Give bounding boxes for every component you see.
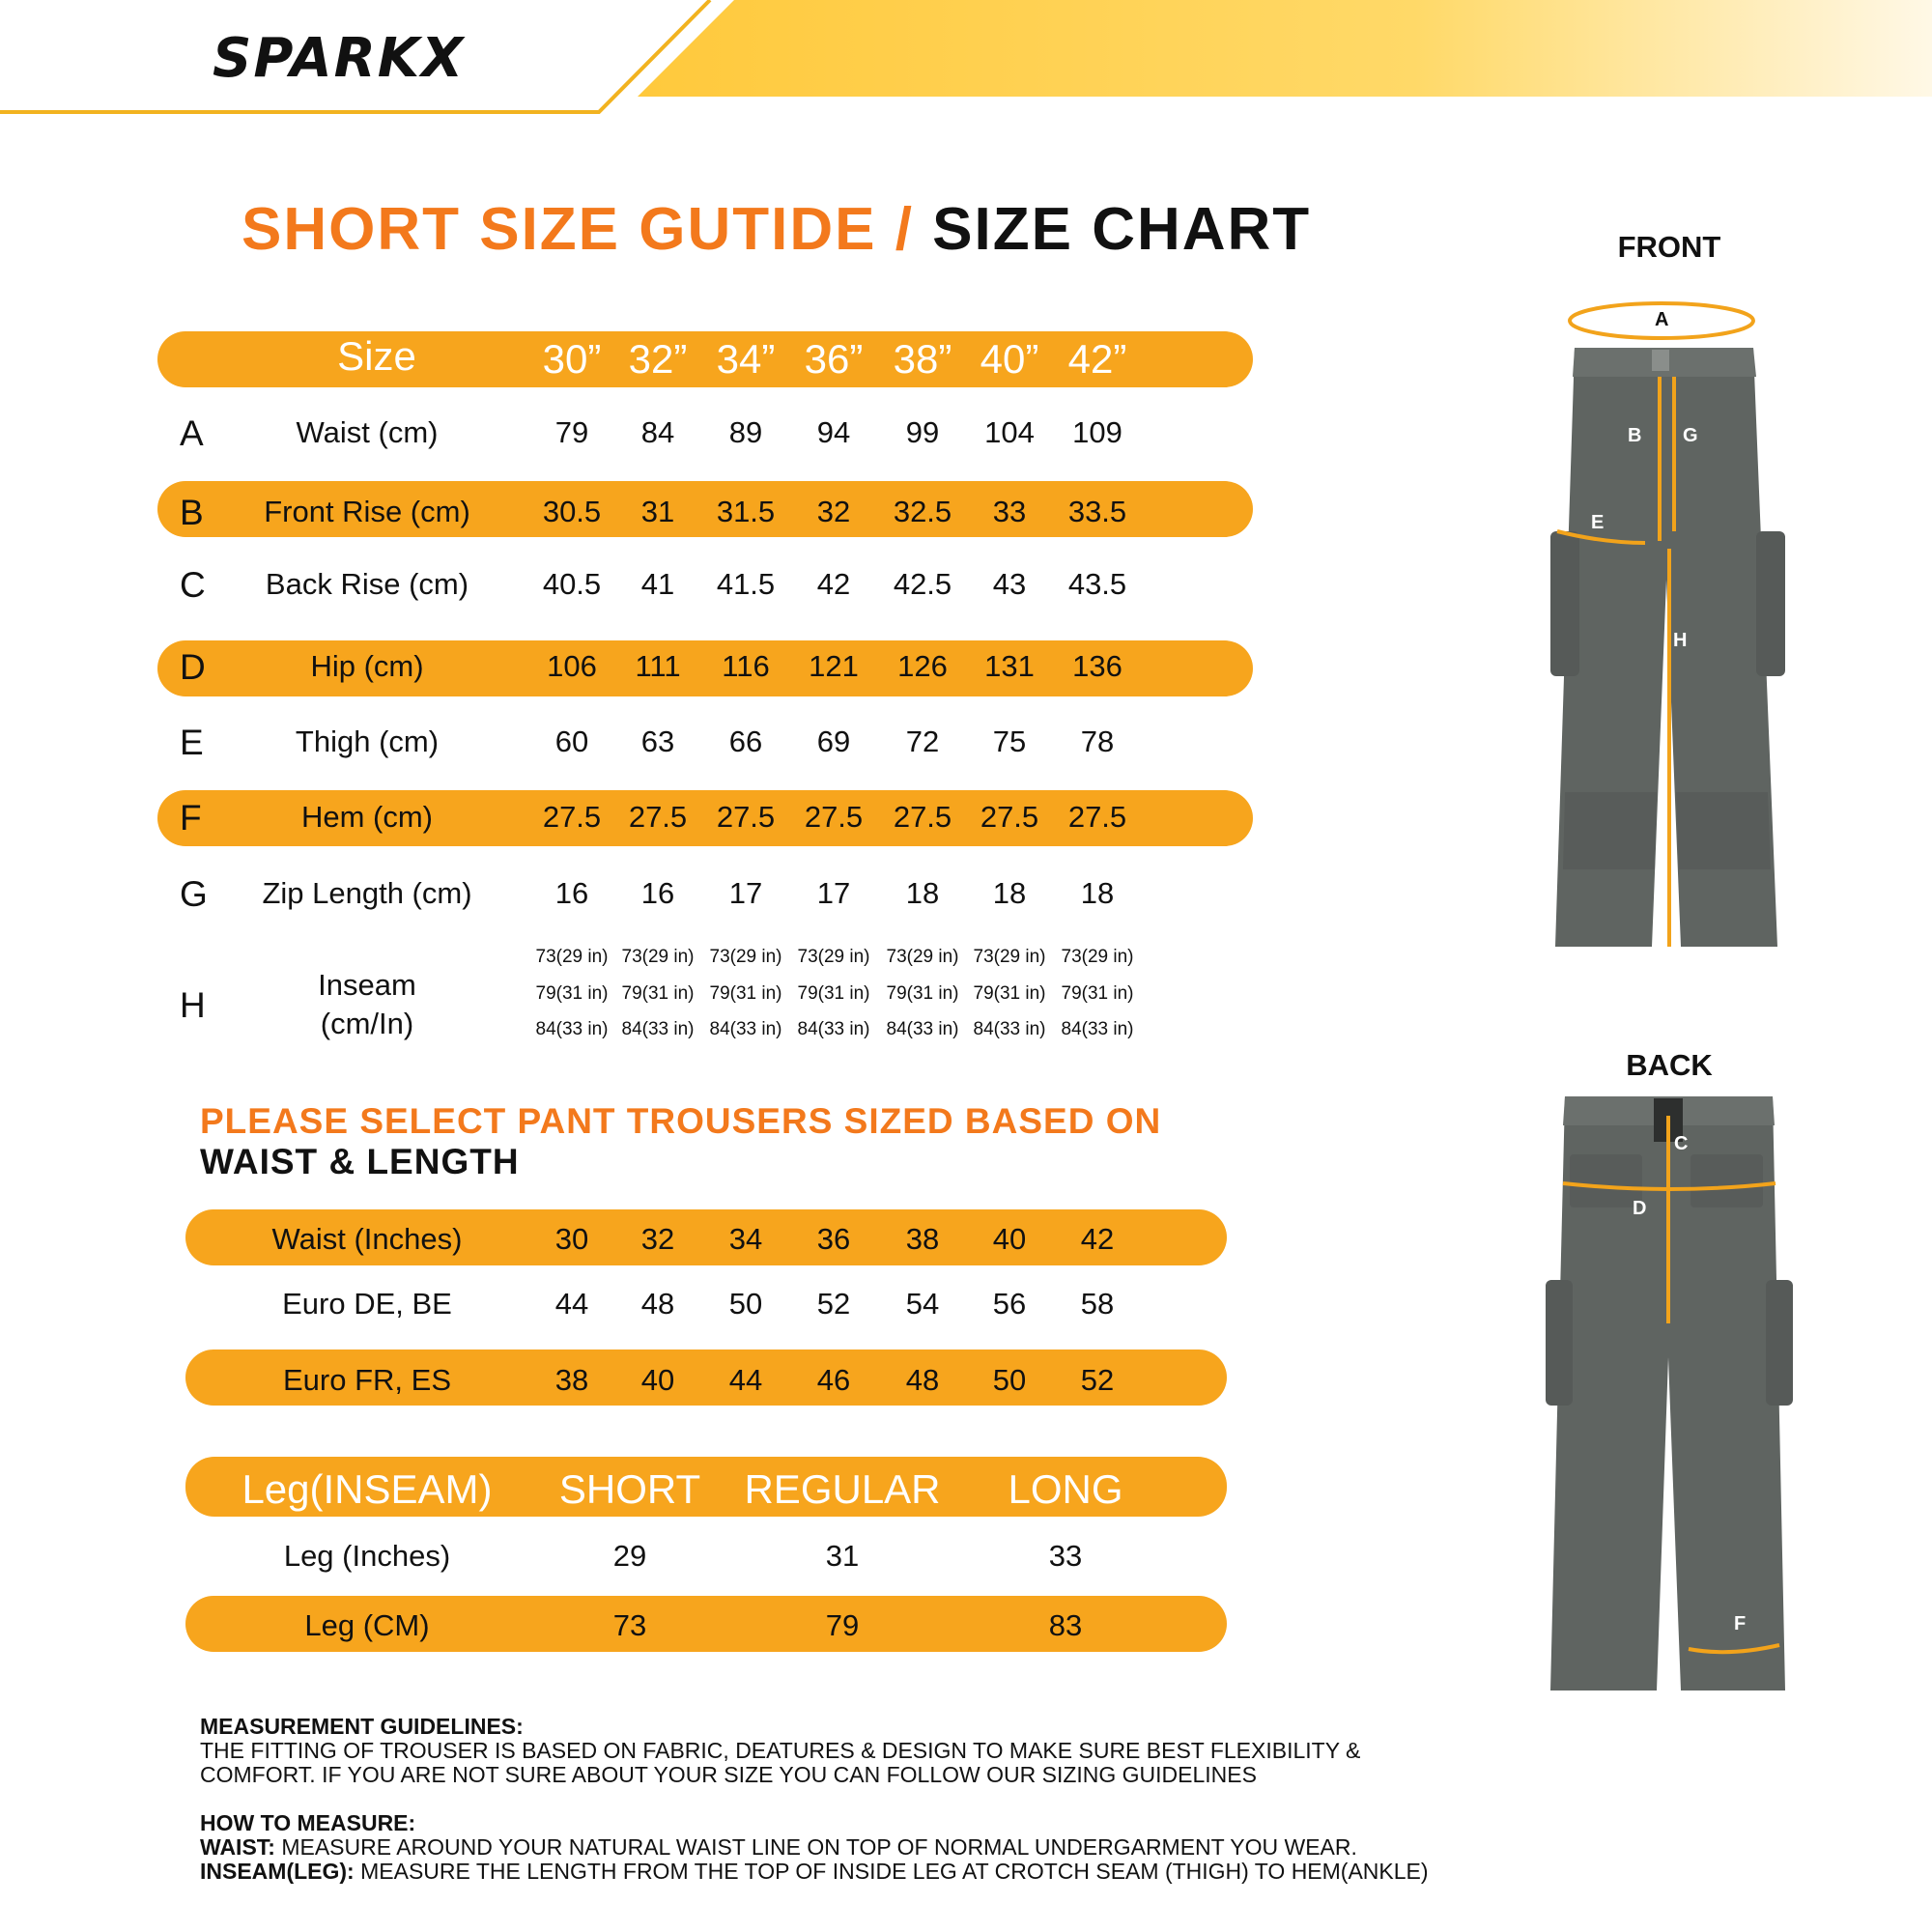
title-black: SIZE CHART — [932, 196, 1312, 263]
row-letter: G — [180, 874, 208, 914]
table-cell: 109 — [1072, 415, 1122, 449]
inseam-cell: 79(31 in) — [886, 983, 959, 1004]
table-cell: 27.5 — [628, 800, 688, 834]
title-slash: / — [876, 196, 933, 263]
table-cell: 42 — [1080, 1222, 1115, 1256]
table-cell: 44 — [728, 1363, 763, 1397]
table-cell: 60 — [554, 724, 589, 758]
table-cell: 116 — [722, 649, 770, 683]
inseam-cell: 84(33 in) — [797, 1019, 870, 1039]
table-cell: 27.5 — [716, 800, 776, 834]
table-cell: 54 — [905, 1287, 940, 1321]
table-cell: 94 — [816, 415, 851, 449]
front-pants-illustration — [1536, 290, 1806, 966]
inseam-cell: 79(31 in) — [797, 983, 870, 1004]
table-cell: 52 — [816, 1287, 851, 1321]
row-letter: D — [180, 647, 206, 687]
row-letter: E — [180, 723, 204, 762]
row-letter: A — [180, 413, 204, 453]
size-header-cell: 40” — [980, 336, 1039, 382]
size-header-cell: 32” — [628, 336, 688, 382]
table-cell: 104 — [984, 415, 1035, 449]
inseam-label-line1: Inseam — [318, 968, 416, 1002]
table-cell: 78 — [1080, 724, 1115, 758]
table-cell: 63 — [640, 724, 675, 758]
table-cell: 32 — [640, 1222, 675, 1256]
table-cell: 66 — [728, 724, 763, 758]
table-cell: 27.5 — [1067, 800, 1127, 834]
table-cell: 31 — [825, 1539, 860, 1573]
inseam-cell: 79(31 in) — [1061, 983, 1134, 1004]
inseam-cell: 84(33 in) — [621, 1019, 695, 1039]
table-cell: 17 — [816, 876, 851, 910]
table-cell: 73 — [612, 1608, 647, 1642]
table-cell: 31 — [640, 495, 675, 528]
size-header-label: Size — [337, 333, 416, 379]
table-cell: 56 — [992, 1287, 1027, 1321]
table-cell: 75 — [992, 724, 1027, 758]
back-label-f: F — [1734, 1613, 1747, 1634]
table-cell: 40 — [640, 1363, 675, 1397]
table-cell: 31.5 — [716, 495, 776, 528]
table-cell: 83 — [1048, 1608, 1083, 1642]
front-diagram-title: FRONT — [1617, 230, 1721, 264]
table-cell: 126 — [897, 649, 948, 683]
table-cell: 32.5 — [893, 495, 952, 528]
back-diagram-title: BACK — [1626, 1048, 1713, 1082]
inseam-cell: 79(31 in) — [973, 983, 1046, 1004]
size-header-cell: 38” — [893, 336, 952, 382]
inseam-cell: 73(29 in) — [886, 947, 959, 967]
waist-row-label: Euro FR, ES — [283, 1363, 451, 1397]
leg-header-cell: LONG — [1008, 1466, 1123, 1512]
table-cell: 30 — [554, 1222, 589, 1256]
guidelines-heading: MEASUREMENT GUIDELINES: — [200, 1714, 524, 1739]
table-cell: 27.5 — [804, 800, 864, 834]
row-label: Waist (cm) — [296, 415, 439, 449]
table-cell: 43 — [992, 567, 1027, 601]
leg-header-cell: SHORT — [558, 1466, 701, 1512]
waist-instruction: WAIST: MEASURE AROUND YOUR NATURAL WAIST LINE ON TOP OF NORMAL UNDERGARMENT YOU WEAR. — [200, 1834, 1357, 1860]
row-letter: B — [180, 493, 204, 532]
table-cell: 27.5 — [893, 800, 952, 834]
front-label-a: A — [1655, 309, 1669, 330]
inseam-cell: 84(33 in) — [1061, 1019, 1134, 1039]
table-cell: 40.5 — [542, 567, 602, 601]
table-cell: 46 — [816, 1363, 851, 1397]
table-cell: 50 — [728, 1287, 763, 1321]
inseam-cell: 73(29 in) — [621, 947, 695, 967]
size-header-cell: 42” — [1067, 336, 1127, 382]
row-label: Hem (cm) — [300, 800, 434, 834]
table-cell: 18 — [992, 876, 1027, 910]
leg-header-label: Leg(INSEAM) — [242, 1466, 493, 1512]
table-cell: 48 — [640, 1287, 675, 1321]
inseam-instruction: INSEAM(LEG): MEASURE THE LENGTH FROM THE TOP OF INSIDE LEG AT CROTCH SEAM (THIGH) TO HEM(ANKLE) — [200, 1859, 1429, 1884]
table-cell: 99 — [905, 415, 940, 449]
waist-row-label: Euro DE, BE — [282, 1287, 452, 1321]
inseam-cell: 73(29 in) — [973, 947, 1046, 967]
inseam-label-line2: (cm/In) — [320, 1007, 414, 1040]
table-cell: 52 — [1080, 1363, 1115, 1397]
inseam-cell: 79(31 in) — [535, 983, 609, 1004]
how-to-measure-heading: HOW TO MEASURE: — [200, 1810, 416, 1835]
table-cell: 43.5 — [1067, 567, 1127, 601]
table-cell: 79 — [554, 415, 589, 449]
logo-wordmark: SPARKX — [213, 27, 466, 90]
row-letter: C — [180, 565, 206, 605]
table-cell: 48 — [905, 1363, 940, 1397]
row-label: Hip (cm) — [310, 649, 424, 683]
select-title-line2: WAIST & LENGTH — [200, 1142, 520, 1181]
front-label-b: B — [1628, 425, 1642, 446]
inseam-cell: 84(33 in) — [535, 1019, 609, 1039]
table-cell: 27.5 — [980, 800, 1039, 834]
waist-row-label: Waist (Inches) — [271, 1222, 463, 1256]
select-title-line1: PLEASE SELECT PANT TROUSERS SIZED BASED ON — [200, 1101, 1162, 1141]
size-header-cell: 34” — [716, 336, 776, 382]
title-orange: SHORT SIZE GUTIDE — [242, 196, 877, 263]
inseam-cell: 84(33 in) — [973, 1019, 1046, 1039]
inseam-cell: 84(33 in) — [709, 1019, 782, 1039]
table-cell: 41.5 — [716, 567, 776, 601]
table-cell: 33 — [992, 495, 1027, 528]
row-label: Thigh (cm) — [295, 724, 440, 758]
table-cell: 50 — [992, 1363, 1027, 1397]
front-label-e: E — [1591, 512, 1605, 533]
inseam-cell: 79(31 in) — [709, 983, 782, 1004]
table-cell: 36 — [816, 1222, 851, 1256]
table-cell: 38 — [905, 1222, 940, 1256]
table-cell: 17 — [728, 876, 763, 910]
table-cell: 16 — [640, 876, 675, 910]
front-label-h: H — [1673, 630, 1688, 651]
table-cell: 72 — [905, 724, 940, 758]
table-cell: 33 — [1048, 1539, 1083, 1573]
row-letter: F — [180, 798, 202, 838]
size-header-cell: 36” — [804, 336, 864, 382]
brand-logo — [213, 27, 522, 95]
back-label-d: D — [1633, 1198, 1647, 1219]
table-cell: 69 — [816, 724, 851, 758]
table-cell: 89 — [728, 415, 763, 449]
leg-row-label: Leg (Inches) — [283, 1539, 451, 1573]
table-cell: 30.5 — [542, 495, 602, 528]
table-cell: 44 — [554, 1287, 589, 1321]
table-cell: 131 — [984, 649, 1035, 683]
table-cell: 106 — [547, 649, 597, 683]
row-label: Back Rise (cm) — [265, 567, 469, 601]
guidelines-line2: COMFORT. IF YOU ARE NOT SURE ABOUT YOUR SIZE YOU CAN FOLLOW OUR SIZING GUIDELINES — [200, 1762, 1257, 1787]
row-label: Zip Length (cm) — [262, 876, 472, 910]
inseam-cell: 79(31 in) — [621, 983, 695, 1004]
guidelines-line1: THE FITTING OF TROUSER IS BASED ON FABRIC, DEATURES & DESIGN TO MAKE SURE BEST FLEXIBILITY & — [200, 1738, 1361, 1763]
table-cell: 27.5 — [542, 800, 602, 834]
table-cell: 79 — [825, 1608, 860, 1642]
page-title — [242, 195, 1311, 264]
leg-row-label: Leg (CM) — [304, 1608, 430, 1642]
row-letter: H — [180, 985, 206, 1025]
table-cell: 16 — [554, 876, 589, 910]
leg-header-cell: REGULAR — [744, 1466, 941, 1512]
table-cell: 38 — [554, 1363, 589, 1397]
table-cell: 42.5 — [893, 567, 952, 601]
table-cell: 42 — [816, 567, 851, 601]
back-pants-illustration — [1526, 1087, 1806, 1705]
table-cell: 40 — [992, 1222, 1027, 1256]
inseam-cell: 73(29 in) — [797, 947, 870, 967]
table-cell: 121 — [809, 649, 859, 683]
table-cell: 29 — [612, 1539, 647, 1573]
table-cell: 136 — [1072, 649, 1122, 683]
table-cell: 58 — [1080, 1287, 1115, 1321]
size-header-cell: 30” — [542, 336, 602, 382]
table-cell: 33.5 — [1067, 495, 1127, 528]
table-cell: 111 — [635, 649, 681, 683]
row-label: Front Rise (cm) — [264, 495, 470, 528]
inseam-cell: 73(29 in) — [535, 947, 609, 967]
front-label-g: G — [1683, 425, 1698, 446]
select-section-title — [200, 1101, 1161, 1182]
table-cell: 41 — [640, 567, 675, 601]
inseam-cell: 73(29 in) — [1061, 947, 1134, 967]
table-cell: 32 — [816, 495, 851, 528]
table-cell: 18 — [1080, 876, 1115, 910]
inseam-cell: 84(33 in) — [886, 1019, 959, 1039]
back-label-c: C — [1674, 1133, 1689, 1154]
table-cell: 84 — [640, 415, 675, 449]
table-cell: 34 — [728, 1222, 763, 1256]
table-cell: 18 — [905, 876, 940, 910]
inseam-cell: 73(29 in) — [709, 947, 782, 967]
